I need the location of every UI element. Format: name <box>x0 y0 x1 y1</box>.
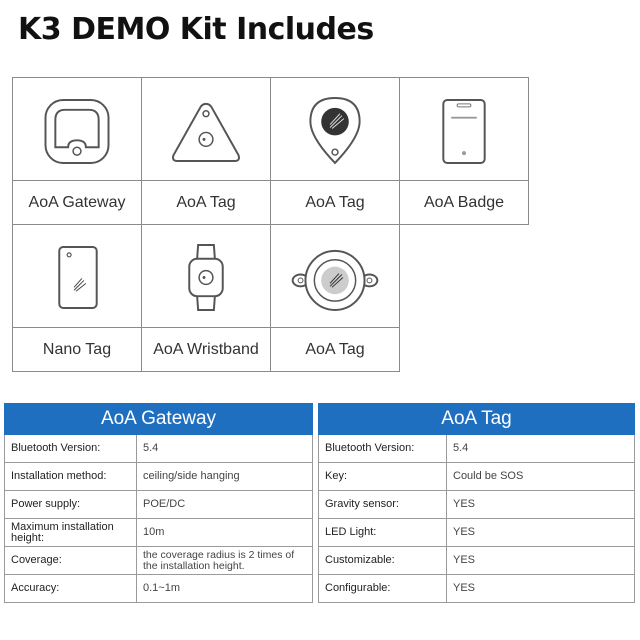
spec-key: Coverage: <box>5 547 137 575</box>
product-card-aoa-tag-round <box>270 224 400 372</box>
spec-key: Power supply: <box>5 491 137 519</box>
table-header: AoA Tag <box>319 404 635 435</box>
table-row <box>5 435 313 463</box>
product-card-nano-tag <box>12 224 142 372</box>
badge-icon <box>400 78 528 180</box>
table-row <box>319 491 635 519</box>
spec-value: 5.4 <box>137 435 313 463</box>
spec-value: POE/DC <box>137 491 313 519</box>
triangle-tag-icon <box>142 78 270 180</box>
spec-key: Accuracy: <box>5 575 137 603</box>
product-card-aoa-wristband <box>141 224 271 372</box>
nano-tag-icon <box>13 225 141 327</box>
spec-value: 5.4 <box>447 435 635 463</box>
table-header: AoA Gateway <box>5 404 313 435</box>
table-row <box>319 435 635 463</box>
gateway-spec-table <box>4 403 313 603</box>
spec-value: Could be SOS <box>447 463 635 491</box>
spec-key: Bluetooth Version: <box>5 435 137 463</box>
table-row <box>319 519 635 547</box>
product-label: Nano Tag <box>42 340 112 358</box>
spec-key: LED Light: <box>319 519 447 547</box>
spec-value: ceiling/side hanging <box>137 463 313 491</box>
spec-key: Customizable: <box>319 547 447 575</box>
table-row <box>319 463 635 491</box>
spec-value: YES <box>447 547 635 575</box>
spec-key: Bluetooth Version: <box>319 435 447 463</box>
product-card-aoa-tag-drop <box>270 77 400 225</box>
product-label: AoA Tag <box>305 193 365 211</box>
product-card-aoa-tag-triangle <box>141 77 271 225</box>
spec-key: Installation method: <box>5 463 137 491</box>
spec-value: 10m <box>137 519 313 547</box>
table-row <box>5 547 313 575</box>
spec-value: the coverage radius is 2 times of the installation height. <box>137 547 313 575</box>
table-row <box>319 575 635 603</box>
spec-value: YES <box>447 519 635 547</box>
gateway-icon <box>13 78 141 180</box>
product-label: AoA Wristband <box>153 340 259 358</box>
drop-tag-icon <box>271 78 399 180</box>
table-row <box>5 491 313 519</box>
table-row <box>319 547 635 575</box>
table-row <box>5 463 313 491</box>
round-tag-icon <box>271 225 399 327</box>
spec-key: Maximum installation height: <box>5 519 137 547</box>
table-row <box>5 575 313 603</box>
product-label: AoA Tag <box>176 193 236 211</box>
spec-value: 0.1~1m <box>137 575 313 603</box>
spec-key: Gravity sensor: <box>319 491 447 519</box>
table-row <box>5 519 313 547</box>
page-title: K3 DEMO Kit Includes <box>18 12 374 47</box>
product-label: AoA Tag <box>305 340 365 358</box>
wristband-icon <box>142 225 270 327</box>
spec-key: Key: <box>319 463 447 491</box>
spec-key: Configurable: <box>319 575 447 603</box>
spec-value: YES <box>447 491 635 519</box>
product-card-aoa-badge <box>399 77 529 225</box>
product-label: AoA Gateway <box>28 193 126 211</box>
spec-value: YES <box>447 575 635 603</box>
tag-spec-table <box>318 403 635 603</box>
product-card-aoa-gateway <box>12 77 142 225</box>
product-label: AoA Badge <box>423 193 505 211</box>
